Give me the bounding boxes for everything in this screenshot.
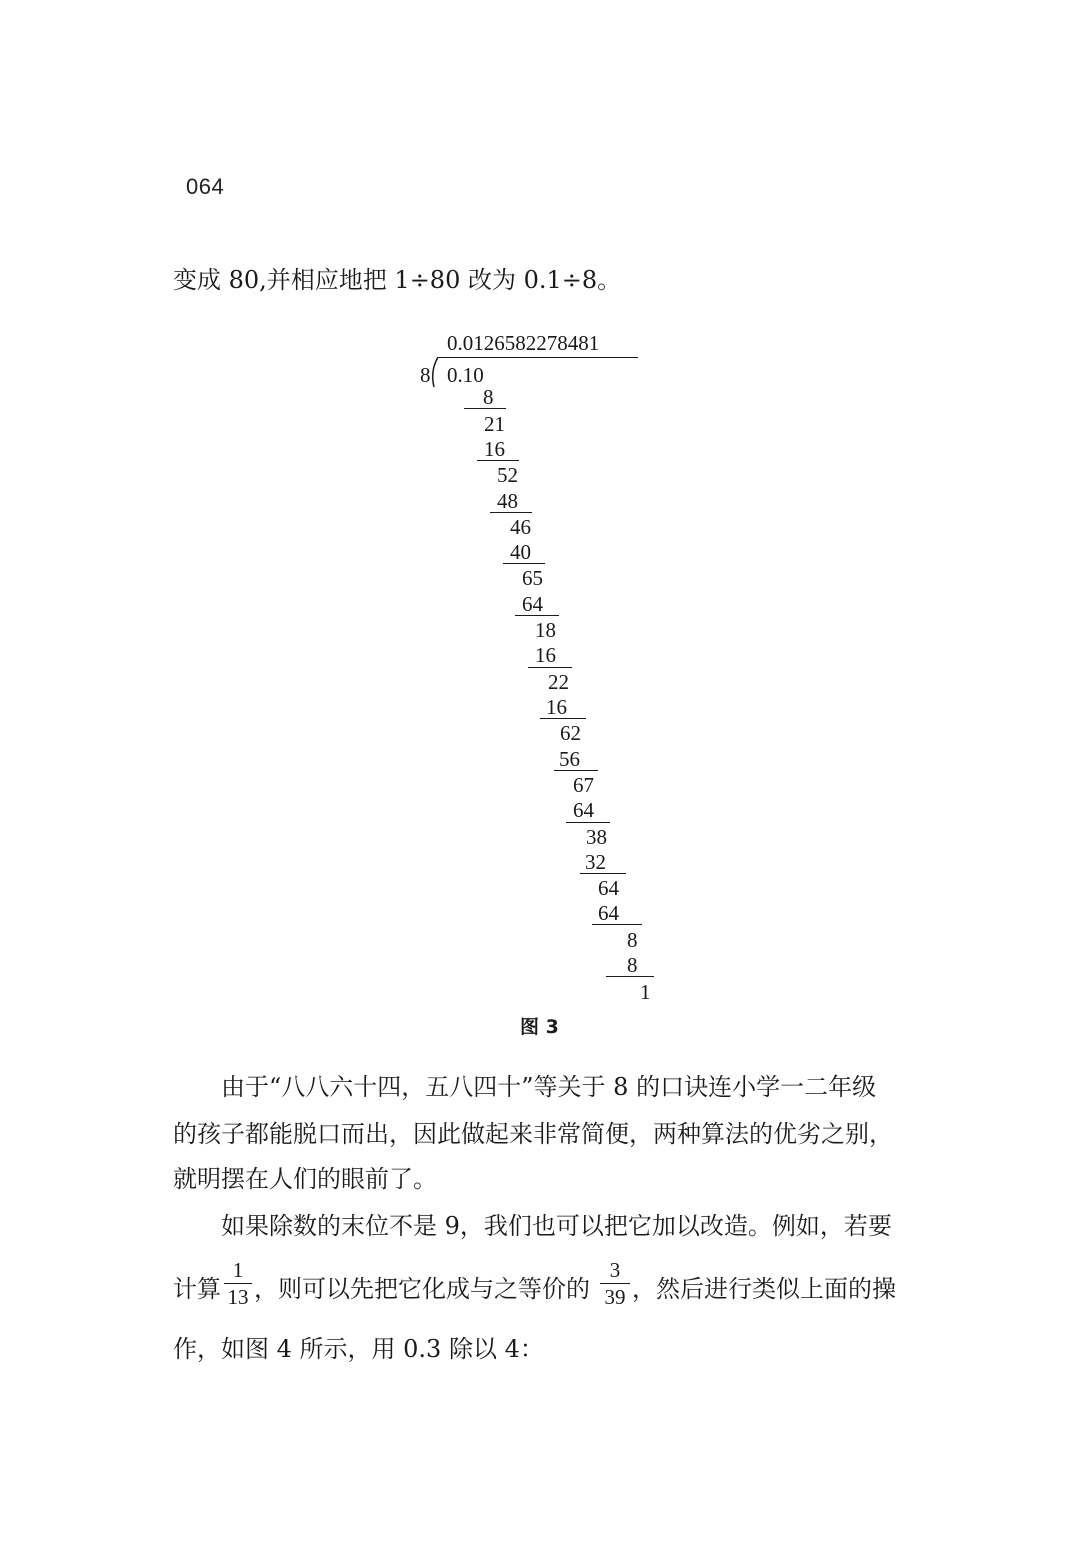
division-step-rule <box>515 615 559 616</box>
division-step: 8 <box>627 928 638 952</box>
quotient: 0.0126582278481 <box>447 331 600 355</box>
division-step-rule <box>592 924 642 925</box>
dividend: 0.10 <box>447 363 484 387</box>
division-step: 62 <box>560 721 581 745</box>
division-step-rule <box>490 512 532 513</box>
division-step-rule <box>566 822 610 823</box>
divisor: 8 <box>420 363 431 387</box>
division-step: 8 <box>483 385 494 409</box>
division-step-rule <box>606 976 654 977</box>
paragraph-line: ，然后进行类似上面的操 <box>632 1275 896 1303</box>
division-step: 1 <box>640 980 651 1004</box>
division-step: 40 <box>510 540 531 564</box>
division-step-rule <box>464 408 506 409</box>
division-step: 65 <box>522 566 543 590</box>
division-step-rule <box>477 460 519 461</box>
division-step: 64 <box>598 876 619 900</box>
division-step: 16 <box>535 643 556 667</box>
division-step-rule <box>503 563 545 564</box>
fraction-numerator: 3 <box>609 1258 621 1282</box>
paragraph-line: 由于“八八六十四，五八四十”等关于 8 的口诀连小学一二年级 <box>221 1073 877 1101</box>
long-division-figure <box>400 325 700 1015</box>
division-step: 56 <box>559 747 580 771</box>
division-step: 67 <box>573 773 594 797</box>
division-step-rule <box>540 718 586 719</box>
division-step-rule <box>580 873 626 874</box>
division-step: 16 <box>546 695 567 719</box>
division-step: 38 <box>586 825 607 849</box>
intro-line: 变成 80,并相应地把 1÷80 改为 0.1÷8。 <box>173 266 622 294</box>
division-step: 64 <box>573 798 594 822</box>
figure-caption: 图 3 <box>520 1016 559 1038</box>
division-step: 48 <box>497 489 518 513</box>
paragraph-line: 如果除数的末位不是 9，我们也可以把它加以改造。例如，若要 <box>221 1212 892 1240</box>
paragraph-line: 作，如图 4 所示，用 0.3 除以 4： <box>173 1335 544 1363</box>
fraction-denominator: 13 <box>227 1285 249 1309</box>
division-step-rule <box>554 770 598 771</box>
division-step: 52 <box>497 463 518 487</box>
page-number: 064 <box>186 174 225 199</box>
paragraph-line: 计算 <box>173 1275 221 1303</box>
fraction-numerator: 1 <box>232 1258 244 1282</box>
paragraph-line: 的孩子都能脱口而出，因此做起来非常简便，两种算法的优劣之别， <box>173 1120 893 1148</box>
paragraph-line: 就明摆在人们的眼前了。 <box>173 1165 437 1193</box>
division-step: 22 <box>548 670 569 694</box>
division-step: 64 <box>598 901 619 925</box>
division-step: 21 <box>484 412 505 436</box>
fraction-bar <box>600 1283 630 1284</box>
division-step: 64 <box>522 592 543 616</box>
division-step: 32 <box>585 850 606 874</box>
division-step: 46 <box>510 515 531 539</box>
fraction-3-39 <box>600 1260 630 1308</box>
fraction-1-13 <box>224 1260 252 1308</box>
fraction-denominator: 39 <box>604 1285 626 1309</box>
division-step: 8 <box>627 953 638 977</box>
division-step: 18 <box>535 618 556 642</box>
fraction-bar <box>224 1283 252 1284</box>
division-step-rule <box>528 667 572 668</box>
division-step: 16 <box>484 437 505 461</box>
quotient-rule <box>438 357 638 358</box>
paragraph-line: ，则可以先把它化成与之等价的 <box>254 1275 590 1303</box>
